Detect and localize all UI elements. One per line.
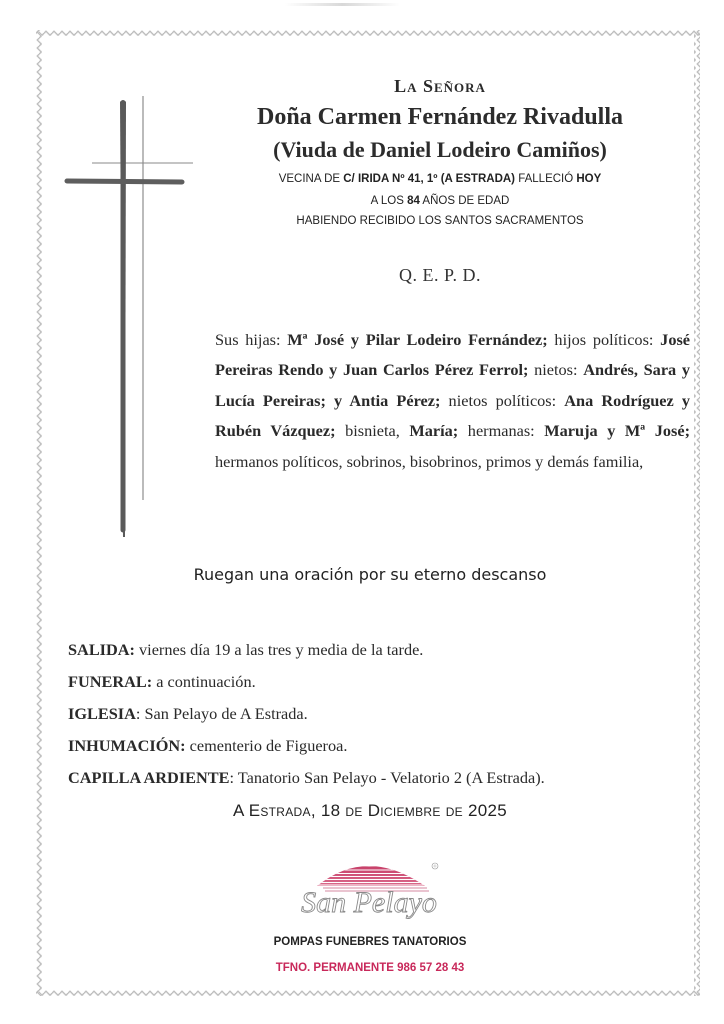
address: C/ IRIDA Nº 41, 1º (A ESTRADA) bbox=[343, 173, 516, 185]
detail-salida: SALIDA: viernes día 19 a las tres y media de la tarde. bbox=[68, 640, 424, 659]
widow-of: (Viuda de Daniel Lodeiro Camiños) bbox=[273, 137, 607, 162]
deceased-name: Doña Carmen Fernández Rivadulla bbox=[257, 104, 623, 130]
svg-text:®: ® bbox=[433, 863, 437, 869]
logo-wordmark: San Pelayo bbox=[301, 886, 437, 919]
family-paragraph: Sus hijas: Mª José y Pilar Lodeiro Fernández; hijos políticos: José Pereiras Rendo y Juan Carlos Pérez Ferrol; nietos: Andrés, Sara y Lucía Pereiras; y Antia Pérez; nietos políticos: Ana Rodríguez y Rubén Vázquez; bisnieta, María; hermanas: Maruja y Mª José; hermanos políticos, sobrinos, bisobrinos, primos y demás familia, bbox=[215, 330, 691, 471]
residence-line: VECINA DE C/ IRIDA Nº 41, 1º (A ESTRADA) FALLECIÓ HOY bbox=[278, 173, 602, 185]
company-tagline: POMPAS FUNEBRES TANATORIOS bbox=[273, 936, 467, 948]
qepd: Q. E. P. D. bbox=[398, 265, 481, 285]
cross-icon bbox=[60, 90, 200, 550]
heading-la-senora: La Señora bbox=[394, 76, 486, 96]
detail-capilla-ardiente: CAPILLA ARDIENTE: Tanatorio San Pelayo - Velatorio 2 (A Estrada). bbox=[68, 768, 545, 787]
date-line: A Estrada, 18 de Diciembre de 2025 bbox=[232, 801, 508, 820]
phone-line: TFNO. PERMANENTE 986 57 28 43 bbox=[275, 962, 465, 974]
funeral-details bbox=[68, 634, 698, 794]
detail-iglesia: IGLESIA: San Pelayo de A Estrada. bbox=[68, 704, 308, 723]
scan-smudge bbox=[285, 3, 400, 6]
age-line: A LOS 84 AÑOS DE EDAD bbox=[370, 195, 510, 207]
detail-inhumacion: INHUMACIÓN: cementerio de Figueroa. bbox=[68, 736, 348, 755]
age-value: 84 bbox=[407, 195, 420, 207]
prayer-request: Ruegan una oración por su eterno descanso bbox=[193, 565, 547, 584]
death-when: HOY bbox=[576, 173, 602, 185]
san-pelayo-logo bbox=[295, 852, 445, 932]
detail-funeral: FUNERAL: a continuación. bbox=[68, 672, 256, 691]
sacraments-line: HABIENDO RECIBIDO LOS SANTOS SACRAMENTOS bbox=[296, 215, 584, 227]
